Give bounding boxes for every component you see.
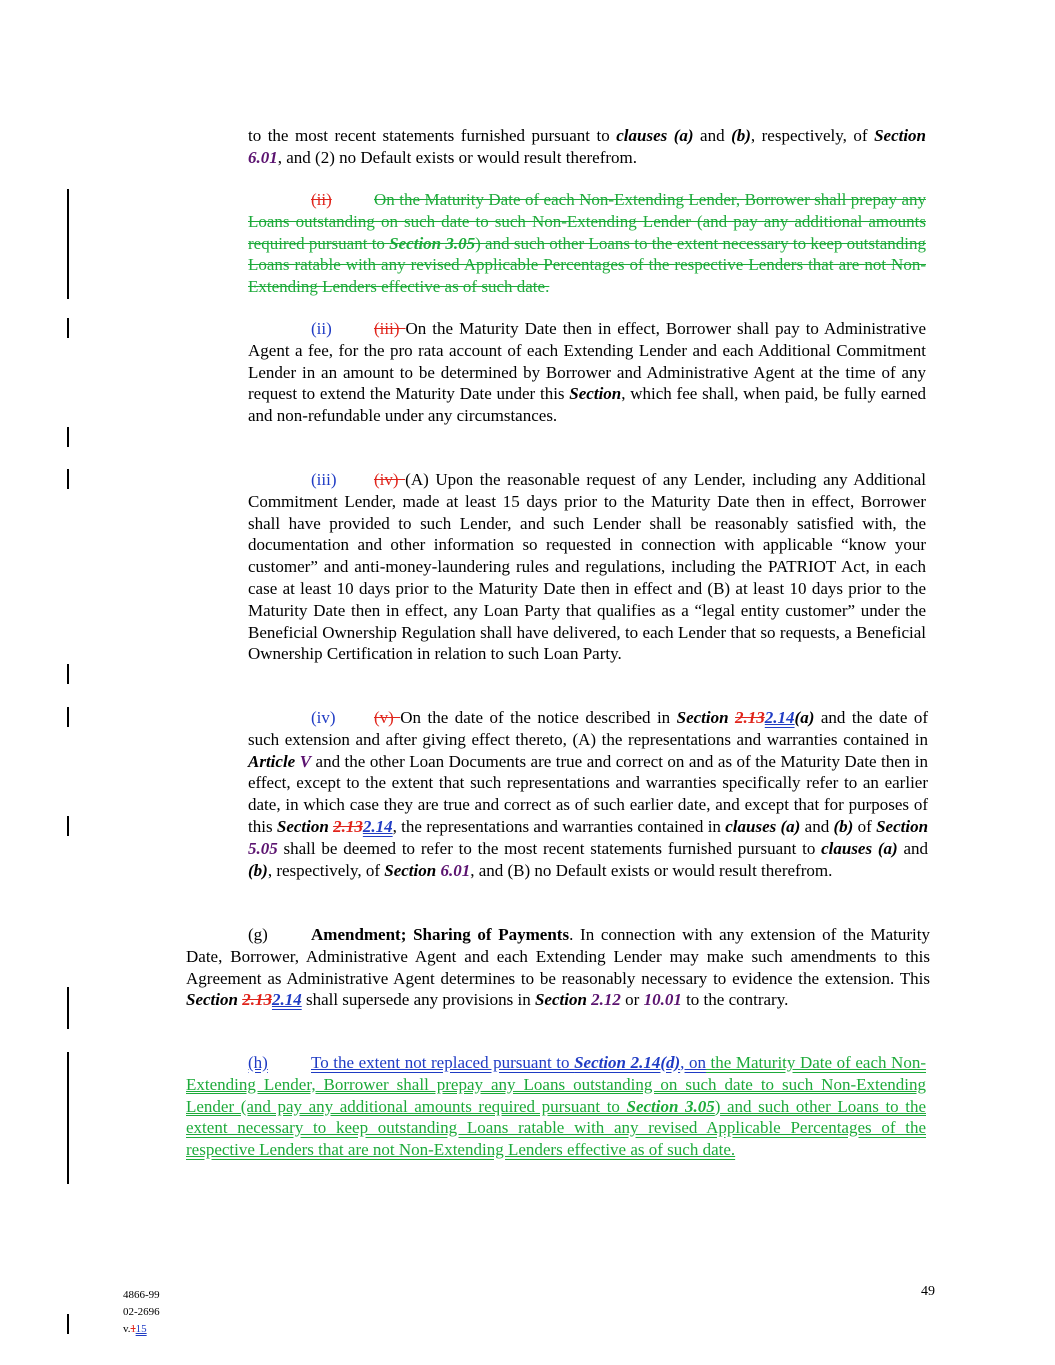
change-bar (67, 707, 69, 727)
text-run: , the representations and warranties contained in (392, 816, 726, 836)
inserted-number: (iv) (311, 708, 336, 727)
deleted-section-number: 2.13 (735, 708, 765, 727)
clause-ref: (b) (731, 126, 751, 145)
text-run: and (897, 838, 928, 858)
inserted-section-number: 2.14 (362, 816, 393, 836)
text-run: and the other Loan Documents are true and correct on and as of the Maturity Date then in effect, except to the extent that such representations and warranties specifically refer to an earlier date, in which case they are true and correct as of such earlier date, and except that for purposes of this (248, 751, 928, 836)
paragraph-iii (248, 469, 926, 665)
inserted-version: 15 (135, 1323, 147, 1335)
section-ref: Section (874, 126, 927, 145)
section-ref: Section (534, 990, 592, 1010)
document-id-footer (123, 1287, 160, 1338)
paragraph-number: (g) (248, 925, 268, 944)
deleted-section-number: 2.13 (333, 816, 363, 836)
moved-section-ref: Section 3.05 (626, 1096, 715, 1116)
text-run: , respectively, of (750, 126, 875, 145)
inserted-text: To the extent not replaced pursuant to (311, 1053, 575, 1072)
deleted-number: (v) (374, 708, 401, 727)
clause-ref: clauses (a) (725, 816, 801, 836)
inserted-number: (ii) (311, 319, 332, 338)
moved-text: ) and such other Loans to the extent necessary to keep outstanding Loans ratable with any revised Applicable Percentages of the respective Lenders that are not Non-Extending Lenders effective as of such date. (186, 1096, 926, 1160)
text-run: to the contrary. (681, 990, 789, 1010)
text-run: , and (2) no Default exists or would result therefrom. (277, 147, 638, 167)
change-bar (67, 816, 69, 836)
change-bar (67, 318, 69, 338)
paragraph-deleted-ii (248, 189, 926, 298)
text-run: On the Maturity Date then in effect, Borrower shall pay to Administrative Agent a fee, for the pro rata account of each Extending Lender and each Additional Commitment Lender in an amount to be determined by Borrower and Administrative Agent at the time of any request to extend the Maturity Date under this (248, 319, 926, 404)
text-run: shall be deemed to refer to the most recent statements furnished pursuant to (277, 838, 822, 858)
deleted-text: ) and such other Loans to the extent necessary to keep outstanding Loans ratable with any revised Applicable Percentages of the respective Lenders that are not Non-Extending Lenders effective as of such date. (248, 233, 926, 297)
article-ref: Article (248, 751, 300, 771)
text-run: and the date of such extension and after giving effect thereto, (A) the representations and warranties contained in (248, 708, 928, 749)
inserted-number: (iii) (311, 470, 337, 489)
paragraph-heading: Amendment; Sharing of Payments (311, 925, 570, 944)
text-run: . In connection with any extension of the Maturity Date, Borrower, Administrative Agent and each Extending Lender may make such amendments to this Agreement as Administrative Agent determines to be reasonably necessary to evidence the extension. This (186, 925, 930, 988)
paragraph-ii (248, 318, 926, 427)
doc-id-line: 02-2696 (123, 1306, 160, 1318)
deleted-number: (iv) (374, 470, 406, 489)
deleted-section-number: 2.13 (242, 990, 272, 1010)
deleted-number: (ii) (311, 190, 332, 209)
section-number: 6.01 (248, 147, 278, 167)
section-ref: Section (676, 708, 736, 727)
section-ref: Section (276, 816, 334, 836)
deleted-section-ref: Section 3.05 (389, 233, 476, 253)
text-run: , and (B) no Default exists or would result therefrom. (470, 860, 833, 880)
section-number: 10.01 (643, 990, 682, 1010)
clause-ref: (a) (794, 708, 815, 727)
paragraph-h-inserted (186, 1052, 926, 1161)
text-run: or (620, 990, 644, 1010)
inserted-section-ref: Section 2.14(d) (574, 1053, 681, 1072)
section-number: 2.12 (591, 990, 621, 1010)
section-number: 6.01 (440, 860, 471, 880)
text-run: On the date of the notice described in (400, 708, 677, 727)
paragraph-continuation (248, 125, 926, 169)
article-number: V (299, 751, 312, 771)
change-bar (67, 1052, 69, 1184)
change-bar (67, 469, 69, 489)
section-ref: Section (186, 990, 243, 1010)
inserted-section-number: 2.14 (764, 708, 795, 727)
change-bar (67, 427, 69, 447)
version-prefix: v. (123, 1323, 131, 1335)
clause-ref: (b) (248, 860, 268, 880)
paragraph-iv (248, 707, 928, 881)
section-ref: Section (876, 816, 929, 836)
text-run: (A) Upon the reasonable request of any Lender, including any Additional Commitment Lender, made at least 15 days prior to the Maturity Date then in effect, Borrower shall have provided to such Lender, and such Lender shall be reasonably satisfied with, the documentation and other information so requested in connection with applicable “know your customer” and anti-money-laundering rules and regulations, including the PATRIOT Act, in each case at least 10 days prior to the Maturity Date then in effect and (B) at least 10 days prior to the Maturity Date then in effect, any Loan Party that qualifies as a “legal entity customer” under the Beneficial Ownership Regulation shall have delivered, to each Lender that so requests, a Beneficial Ownership Certification in relation to such Loan Party. (248, 470, 927, 664)
text-run: and (800, 816, 834, 836)
paragraph-g (186, 924, 930, 1011)
moved-text: the Maturity Date of each Non-Extending Lender, Borrower shall prepay any Loans outstanding on such date to such Non-Extending Lender (and pay any additional amounts required pursuant to (186, 1053, 926, 1116)
text-run: of (853, 816, 877, 836)
text-run: , which fee shall, when paid, be fully earned and non-refundable under any circumstances. (248, 384, 926, 426)
change-bar (67, 189, 69, 299)
change-bar (67, 1314, 69, 1334)
section-ref: Section (569, 384, 622, 404)
deleted-version: 1 (130, 1323, 136, 1335)
inserted-number: (h) (248, 1053, 268, 1072)
change-bar (67, 664, 69, 684)
deleted-number: (iii) (374, 319, 406, 338)
version-line (123, 1321, 160, 1338)
inserted-section-number: 2.14 (271, 990, 302, 1010)
deleted-text: On the Maturity Date of each Non-Extending Lender, Borrower shall prepay any Loans outstanding on such date to such Non-Extending Lender (and pay any additional amounts required pursuant to (248, 190, 926, 253)
section-number: 5.05 (248, 838, 278, 858)
clause-ref: (b) (833, 816, 854, 836)
text-run: shall supersede any provisions in (301, 990, 535, 1010)
change-bar (67, 987, 69, 1029)
text-run: , respectively, of (267, 860, 385, 880)
clause-ref: clauses (a) (821, 838, 898, 858)
text-run: to the most recent statements furnished pursuant to (248, 126, 617, 145)
section-ref: Section (384, 860, 441, 880)
clause-ref: clauses (a) (616, 126, 694, 145)
text-run: and (693, 126, 732, 145)
page-number: 49 (921, 1284, 935, 1299)
inserted-text: , on (680, 1053, 706, 1072)
doc-id-line: 4866-99 (123, 1289, 160, 1301)
